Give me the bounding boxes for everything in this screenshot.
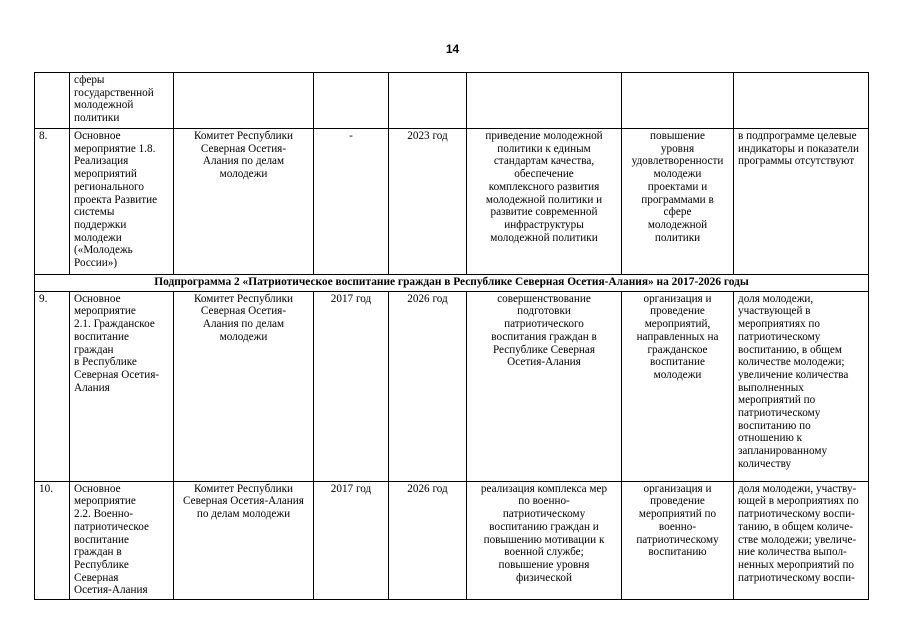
table-row-10 xyxy=(35,481,869,599)
cell-num xyxy=(35,129,70,275)
cell-text: Основное мероприятие 2.1. Гражданское воспитание граждан в Республике Северная Осетия- Алания xyxy=(74,292,160,394)
cell-text: сферы государственной молодежной политики xyxy=(74,74,154,125)
cell-executor xyxy=(174,129,314,275)
cell-start xyxy=(314,481,389,599)
table-row-9 xyxy=(35,291,869,481)
cell-consequence xyxy=(622,129,734,275)
cell-text: доля молодежи, участвующей в мероприятиях по патриотическому воспитанию, в общем количестве молодежи; увеличение количества выполненных мероприятий по патриотическому воспитанию по отношению к запланированному количеству xyxy=(738,292,849,470)
cell-measure xyxy=(70,291,174,481)
cell-measure xyxy=(70,129,174,275)
program-measures-table xyxy=(34,72,869,600)
cell-text: 2017 год xyxy=(330,482,372,495)
cell-text: повышение уровня удовлетворенности молодежи проектами и программами в сфере молодежной политики xyxy=(631,130,724,244)
cell-text: - xyxy=(349,130,353,142)
cell-indicators xyxy=(734,73,869,129)
cell-result xyxy=(467,481,622,599)
cell-num xyxy=(35,291,70,481)
cell-text: 10. xyxy=(39,482,53,495)
cell-executor xyxy=(174,291,314,481)
cell-result xyxy=(467,129,622,275)
cell-indicators xyxy=(734,129,869,275)
cell-end xyxy=(389,291,467,481)
subprogram-header-row xyxy=(35,275,869,292)
cell-result xyxy=(467,291,622,481)
cell-text: доля молодежи, участву- ющей в мероприятиях по патриотическому воспи- танию, в общем количе- стве молодежи; увеличе- ние количества выпол- ненных мероприятий по патриотическому воспи- xyxy=(738,482,859,584)
cell-start xyxy=(314,291,389,481)
cell-text: 2023 год xyxy=(407,130,448,142)
cell-end xyxy=(389,129,467,275)
cell-text: Основное мероприятие 1.8. Реализация мероприятий регионального проекта Развитие системы поддержки молодежи («Молодежь России») xyxy=(74,130,158,270)
cell-num xyxy=(35,481,70,599)
cell-text: 8. xyxy=(39,130,48,142)
cell-text: приведение молодежной политики к единым стандартам качества, обеспечение комплексного развития молодежной политики и развитие современной инфраструктуры молодежной политики xyxy=(485,130,603,244)
cell-text: Комитет Республики Северная Осетия-Алания по делам молодежи xyxy=(183,482,304,521)
cell-consequence xyxy=(622,481,734,599)
cell-text: организация и проведение мероприятий по военно- патриотическому воспитанию xyxy=(636,482,719,559)
cell-text: реализация комплекса мер по военно- патриотическому воспитанию граждан и повышению мотивации к военной службе; повышение уровня физической xyxy=(480,482,608,584)
table-row-continuation xyxy=(35,73,869,129)
cell-text: Основное мероприятие 2.2. Военно- патриотическое воспитание граждан в Республике Северная Осетия-Алания xyxy=(74,482,149,597)
cell-start xyxy=(314,129,389,275)
cell-num xyxy=(35,73,70,129)
cell-measure xyxy=(70,73,174,129)
cell-text: 2026 год xyxy=(407,482,448,495)
cell-start xyxy=(314,73,389,129)
table-row-8 xyxy=(35,129,869,275)
cell-text: Комитет Республики Северная Осетия- Алания по делам молодежи xyxy=(193,292,293,343)
cell-text: 9. xyxy=(39,292,48,305)
cell-end xyxy=(389,73,467,129)
cell-end xyxy=(389,481,467,599)
cell-text: 2017 год xyxy=(330,292,372,305)
page-number: 14 xyxy=(445,42,460,56)
cell-executor xyxy=(174,73,314,129)
cell-result xyxy=(467,73,622,129)
cell-measure xyxy=(70,481,174,599)
subprogram-title: Подпрограмма 2 «Патриотическое воспитание граждан в Республике Северная Осетия-Алания» на 2017-2026 годы xyxy=(35,275,869,292)
cell-indicators xyxy=(734,481,869,599)
cell-text: совершенствование подготовки патриотического воспитания граждан в Республике Северная Осетия-Алания xyxy=(491,292,597,369)
cell-indicators xyxy=(734,291,869,481)
cell-executor xyxy=(174,481,314,599)
cell-text: 2026 год xyxy=(407,292,448,305)
cell-consequence xyxy=(622,73,734,129)
cell-text: Комитет Республики Северная Осетия- Алания по делам молодежи xyxy=(193,130,293,181)
cell-text: организация и проведение мероприятий, направленных на гражданское воспитание молодежи xyxy=(636,292,719,381)
cell-consequence xyxy=(622,291,734,481)
cell-text: в подпрограмме целевые индикаторы и показатели программы отсутствуют xyxy=(738,130,859,168)
